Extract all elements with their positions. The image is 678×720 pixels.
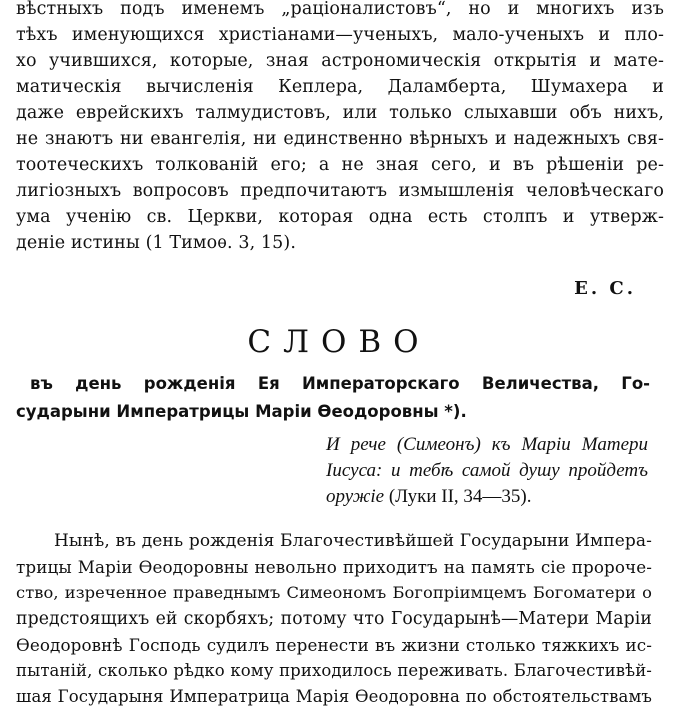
author-signature: Е. С. xyxy=(574,278,636,299)
text-line: матическія вычисленія Кеплера, Даламберта, Шумахера и xyxy=(16,77,664,97)
text-line: Ѳеодоровнѣ Господь судилъ перенести въ жизни столько тяжкихъ ис- xyxy=(16,635,652,655)
epigraph-line: Іисуса: и тебѣ самой душу пройдетъ xyxy=(326,460,648,481)
epigraph-line: И рече (Симеонъ) къ Маріи Матери xyxy=(326,434,648,455)
text-line: ума ученію св. Церкви, которая одна есть столпъ и утверж- xyxy=(16,207,664,227)
sermon-subtitle-line: сударыни Императрицы Маріи Ѳеодоровны *). xyxy=(16,402,467,421)
text-line: тѣхъ именующихся христіанами—ученыхъ, мало-ученыхъ и пло- xyxy=(16,25,664,45)
epigraph-reference xyxy=(326,484,531,510)
text-line: шая Государыня Императрица Марія Ѳеодоровна по обстоятельствамъ xyxy=(16,687,652,706)
sermon-subtitle-line: въ день рожденія Ея Императорскаго Величества, Го- xyxy=(30,374,650,393)
text-line: ство, изреченное праведнымъ Симеономъ Богопріимцемъ Богоматери о xyxy=(16,583,652,602)
text-line: тоотеческихъ толкованій его; а не зная сего, и въ рѣшеніи ре- xyxy=(16,155,664,175)
text-line: трицы Маріи Ѳеодоровны невольно приходитъ на память сіе пророче- xyxy=(16,557,652,577)
text-line: хо учившихся, которые, зная астрономическія открытія и мате- xyxy=(16,51,664,71)
text-line: пытаній, сколько рѣдко кому приходилось переживать. Благочестивѣй- xyxy=(16,661,652,680)
text-line: не знаютъ ни евангелія, ни единственно вѣрныхъ и надежныхъ свя- xyxy=(16,129,664,149)
scripture-reference: (Луки II, 34—35). xyxy=(384,486,532,507)
sermon-title: СЛОВО xyxy=(247,324,431,360)
text-line: даже еврейскихъ талмудистовъ, или только слыхавши объ нихъ, xyxy=(16,103,664,123)
epigraph-line: оружіе xyxy=(326,486,385,507)
text-line: вѣстныхъ подъ именемъ „раціоналистовъ“, но и многихъ изъ xyxy=(16,0,664,19)
text-line: лигіозныхъ вопросовъ предпочитаютъ измышленія человѣческаго xyxy=(16,181,664,201)
text-line: деніе истины (1 Тимоѳ. 3, 15). xyxy=(16,233,296,253)
text-line: предстоящихъ ей скорбяхъ; потому что Государынѣ—Матери Маріи xyxy=(16,609,652,629)
text-line: Нынѣ, въ день рожденія Благочестивѣйшей Государыни Импера- xyxy=(54,531,652,551)
